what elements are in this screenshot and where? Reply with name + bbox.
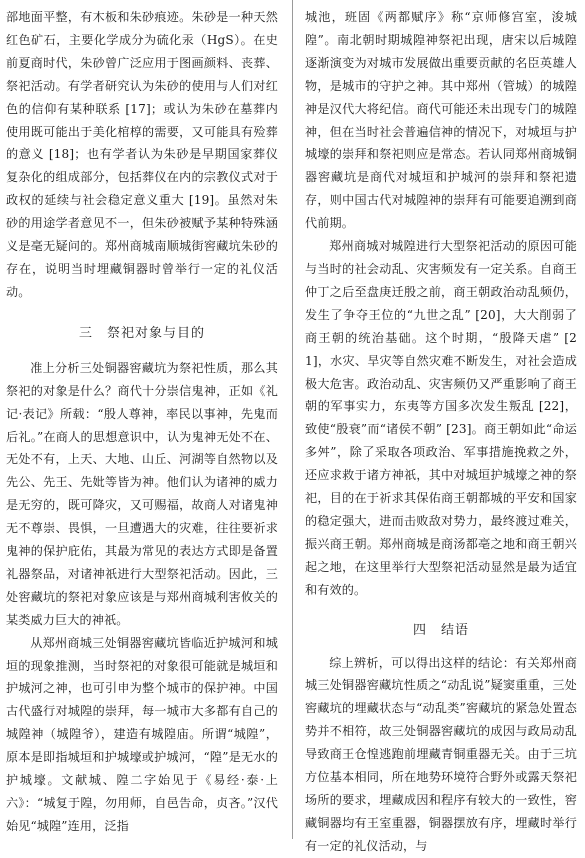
right-column <box>305 6 577 858</box>
body-paragraph: 部地面平整，有木板和朱砂痕迹。朱砂是一种天然红色矿石，主要化学成分为硫化汞（HgS）。在史前夏商时代，朱砂曾广泛应用于图画颜料、丧葬、祭祀活动。有学者研究认为朱砂的使用与人们对红色的信仰有某种联系 [17]；或认为朱砂在墓葬内使用既可能出于美化棺椁的需要，又可能具有殓葬的意义 [18]；也有学者认为朱砂是早期国家葬仪复杂化的组成部分，包括葬仪在内的宗教仪式对于政权的延续与社会稳定意义重大 [19]。虽然对朱砂的用途学者意见不一，但朱砂被赋予某种特殊涵义是毫无疑问的。郑州商城南顺城街窖藏坑朱砂的存在，说明当时埋藏铜器时曾举行一定的礼仪活动。 <box>6 10 278 299</box>
section-heading: 三 祭祀对象与目的 <box>78 325 205 341</box>
body-paragraph: 综上辨析，可以得出这样的结论：有关郑州商城三处铜器窖藏坑性质之“动乱说”疑窦重重，三处窖藏坑的埋藏状态与“动乱类”窖藏坑的紧急处置态势并不相符，故三处铜器窖藏坑的成因与政局动乱导致商王仓惶逃跑前埋藏青铜重器无关。由于三坑方位基本相同，所在地势环境符合野外或露天祭祀场所的要求，埋藏成因和程序有较大的一致性，窖藏铜器均有王室重器，铜器摆放有序，埋藏时举行有一定的礼仪活动，与 <box>305 655 577 853</box>
body-paragraph: 准上分析三处铜器窖藏坑为祭祀性质，那么其祭祀的对象是什么？商代十分崇信鬼神，正如《礼记·表记》所载：“殷人尊神，率民以事神，先鬼而后礼。”在商人的思想意识中，认为鬼神无处不在、无处不有，上天、大地、山丘、河湖等自然物以及先公、先王、先妣等皆为神。他们认为诸神的威力是无穷的，既可降灾，又可赐福，故商人对诸鬼神无不尊崇、畏惧，一旦遭遇大的灾难，往往要祈求鬼神的保护庇佑，其最为常见的表达方式即是备置礼器祭品，对诸神祇进行大型祭祀活动。因此，三处窖藏坑的祭祀对象应该是与郑州商城利害攸关的某类威力巨大的神祇。 <box>6 360 278 627</box>
body-paragraph: 郑州商城对城隍进行大型祭祀活动的原因可能与当时的社会动乱、灾害频发有一定关系。自商王仲丁之后至盘庚迁殷之前，商王朝政治动乱频仍，发生了争夺王位的“九世之乱” [20]，大大削弱了商王朝的统治基础。这个时期，“殷降天虐” [21]，水灾、旱灾等自然灾难不断发生，对社会造成极大危害。政治动乱、灾害频仍又严重影响了商王朝的军事实力，东夷等方国多次发生叛乱 [22]，致使“殷衰”而“诸侯不朝” [23]。商王朝如此“命运多舛”，除了采取各项政治、军事措施挽救之外，还应求救于诸方神祇，其中对城垣护城壕之神的祭祀，目的在于祈求其保佑商王朝都城的平安和国家的稳定强大，进而击败敌对势力，最终渡过难关，振兴商王朝。郑州商城是商汤都亳之地和商王朝兴起之地，在这里举行大型祭祀活动显然是最为适宜和有效的。 <box>305 239 577 597</box>
body-paragraph: 从郑州商城三处铜器窖藏坑皆临近护城河和城垣的现象推测，当时祭祀的对象很可能就是城垣和护城河之神，也可引申为整个城市的保护神。中国古代盛行对城隍的崇拜，每一城市大多都有自己的城隍神（城隍爷），建造有城隍庙。所谓“城隍”，原本是即指城垣和护城壕或护城河，“隍”是无水的护城壕。文献城、隍二字始见于《易经·泰·上六》：“城复于隍，勿用师，自邑告命，贞吝。”汉代始见“城隍”连用，泛指 <box>6 635 278 833</box>
column-divider <box>292 0 293 839</box>
section-heading: 四 结语 <box>412 622 469 638</box>
left-column <box>6 6 278 838</box>
body-paragraph: 城池，班固《两都赋序》称“京师修宫室，浚城隍”。南北朝时期城隍神祭祀出现，唐宋以后城隍逐渐演变为对城市发展做出重要贡献的名臣英雄人物，是城市的守护之神。其中郑州（管城）的城隍神是汉代大将纪信。商代可能还未出现专门的城隍神，但在当时社会普遍信神的情况下，对城垣与护城壕的崇拜和祭祀则应是常态。若认同郑州商城铜器窖藏坑是商代对城垣和护城河的崇拜和祭祀遗存，则中国古代对城隍神的崇拜有可能要追溯到商代前期。 <box>305 10 577 231</box>
